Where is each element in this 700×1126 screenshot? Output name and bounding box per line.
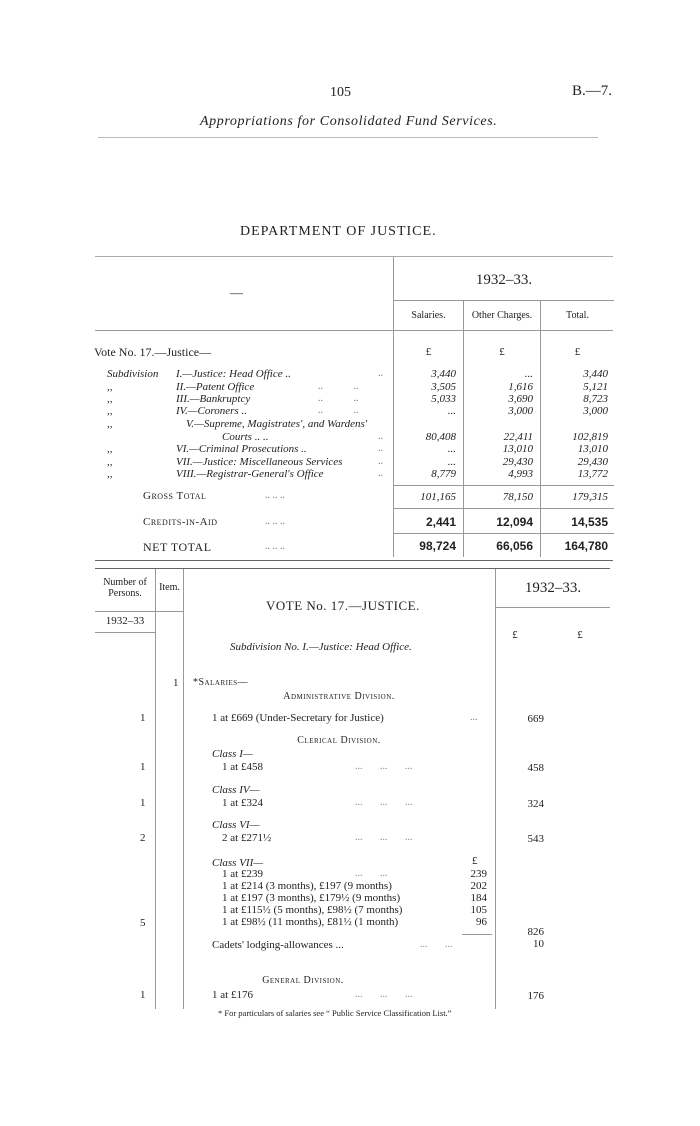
class-iv-text: 1 at £324	[222, 797, 263, 809]
class-iv-label: Class IV—	[212, 784, 260, 796]
class-vi-text: 2 at £271½	[222, 832, 272, 844]
class-vii-line-text: 1 at £197 (3 months), £179½ (9 months)	[222, 892, 401, 904]
credits-in-aid-label: Credits-in-Aid	[143, 516, 218, 528]
admin-persons: 1	[140, 712, 146, 724]
subdivision-salaries: ...	[447, 456, 456, 468]
cadets-dots: ... ...	[420, 939, 453, 950]
general-persons: 1	[140, 989, 146, 1001]
gross-total-label: Gross Total	[143, 490, 207, 502]
admin-line-dots: ...	[470, 712, 478, 723]
class-vii-label: Class VII—	[212, 857, 264, 869]
subdivision-salaries: 3,440	[431, 368, 456, 380]
general-line-text: 1 at £176	[212, 989, 253, 1001]
detail-currency-1: £	[512, 629, 518, 641]
class-iv-persons: 1	[140, 797, 146, 809]
subdivision-total: 8,723	[583, 393, 608, 405]
subdivision-dots: .. ..	[318, 393, 359, 404]
credits-in-aid-salaries: 2,441	[425, 515, 456, 529]
page-number: 105	[330, 85, 351, 100]
column-header-other-charges: Other Charges.	[471, 310, 533, 321]
subdivision-heading: Subdivision No. I.—Justice: Head Office.	[230, 641, 412, 653]
summary-year: 1932–33.	[475, 272, 533, 288]
subdivision-total: 5,121	[583, 381, 608, 393]
column-header-number-of-persons: Number of Persons.	[103, 577, 147, 599]
subdivision-total: 29,430	[577, 456, 608, 468]
class-vi-dots: ... ... ...	[355, 832, 413, 843]
gross-total-salaries: 101,165	[420, 491, 456, 503]
subdivision-dots: ..	[378, 443, 383, 454]
general-line-dots: ... ... ...	[355, 989, 413, 1000]
gross-total-other: 78,150	[502, 491, 533, 503]
class-vii-line-text: 1 at £239	[222, 868, 263, 880]
subdivision-other-charges: 1,616	[508, 381, 533, 393]
class-vii-line-amount: 239	[470, 868, 487, 880]
class-vii-line-text: 1 at £98½ (11 months), £81½ (1 month)	[222, 916, 399, 928]
subdivision-label: VIII.—Registrar-General's Office	[176, 468, 324, 480]
subdivision-label: V.—Supreme, Magistrates', and Wardens'	[186, 418, 368, 430]
column-header-item: Item.	[159, 582, 180, 593]
detail-currency-2: £	[577, 629, 583, 641]
class-vi-persons: 2	[140, 832, 146, 844]
net-total-dots: .. .. ..	[265, 541, 285, 552]
document-reference: B.—7.	[572, 83, 613, 99]
class-i-label: Class I—	[212, 748, 253, 760]
subdivision-total: 102,819	[572, 431, 608, 443]
subdivision-prefix: ,,	[107, 381, 113, 393]
class-i-amount: 458	[527, 762, 544, 774]
currency-total: £	[574, 346, 581, 358]
currency-salaries: £	[425, 346, 432, 358]
subdivision-prefix: ,,	[107, 418, 113, 430]
subdivision-total: 13,772	[577, 468, 608, 480]
gross-total-total: 179,315	[572, 491, 608, 503]
class-iv-amount: 324	[527, 798, 544, 810]
subdivision-total: 3,440	[583, 368, 608, 380]
persons-year: 1932–33	[105, 615, 145, 627]
subdivision-salaries: 80,408	[425, 431, 456, 443]
subdivision-dots: ..	[378, 368, 383, 379]
subdivision-prefix: ,,	[107, 393, 113, 405]
credits-in-aid-dots: .. .. ..	[265, 516, 285, 527]
class-vii-subtotal: 826	[527, 926, 544, 938]
subdivision-other-charges: 29,430	[502, 456, 533, 468]
cadets-text: Cadets' lodging-allowances ...	[212, 939, 344, 951]
admin-line-amount: 669	[527, 713, 544, 725]
class-i-persons: 1	[140, 761, 146, 773]
subdivision-dots: .. ..	[318, 405, 359, 416]
item-number: 1	[173, 677, 179, 689]
class-vii-line-text: 1 at £115½ (5 months), £98½ (7 months)	[222, 904, 403, 916]
subdivision-prefix: ,,	[107, 443, 113, 455]
cadets-amount: 10	[533, 938, 544, 950]
general-division-heading: General Division.	[262, 975, 344, 986]
subdivision-prefix: ,,	[107, 405, 113, 417]
subdivision-prefix: ,,	[107, 456, 113, 468]
clerical-division-heading: Clerical Division.	[297, 735, 381, 746]
class-vii-currency: £	[472, 855, 478, 867]
subdivision-prefix: Subdivision	[107, 368, 159, 380]
credits-in-aid-total: 14,535	[571, 515, 608, 529]
net-total-label: NET TOTAL	[143, 540, 212, 554]
subdivision-label: Courts .. ..	[222, 431, 269, 443]
vote-label: Vote No. 17.—Justice—	[94, 345, 212, 359]
admin-line-text: 1 at £669 (Under-Secretary for Justice)	[212, 712, 384, 724]
credits-in-aid-other: 12,094	[496, 515, 533, 529]
subdivision-dots: .. ..	[318, 381, 359, 392]
subdivision-prefix: ,,	[107, 468, 113, 480]
class-vii-line-amount: 184	[470, 892, 487, 904]
footnote: * For particulars of salaries see “ Public Service Classification List.”	[218, 1008, 452, 1018]
subdivision-label: II.—Patent Office	[176, 381, 255, 393]
subdivision-other-charges: 13,010	[502, 443, 533, 455]
subdivision-other-charges: 3,000	[508, 405, 533, 417]
subdivision-total: 3,000	[583, 405, 608, 417]
class-i-text: 1 at £458	[222, 761, 263, 773]
subdivision-label: IV.—Coroners ..	[176, 405, 247, 417]
administrative-division-heading: Administrative Division.	[283, 691, 395, 702]
detail-year: 1932–33.	[524, 580, 582, 596]
class-i-dots: ... ... ...	[355, 761, 413, 772]
class-vii-line-text: 1 at £214 (3 months), £197 (9 months)	[222, 880, 392, 892]
general-line-amount: 176	[527, 990, 544, 1002]
class-vii-line-amount: 202	[470, 880, 487, 892]
net-total-total: 164,780	[564, 539, 608, 553]
subdivision-salaries: ...	[447, 405, 456, 417]
class-vi-label: Class VI—	[212, 819, 260, 831]
subdivision-salaries: 3,505	[431, 381, 456, 393]
column-header-total: Total.	[566, 310, 589, 321]
subdivision-other-charges: 4,993	[508, 468, 533, 480]
class-vii-persons: 5	[140, 917, 146, 929]
page-title: Appropriations for Consolidated Fund Services.	[200, 114, 498, 129]
class-vii-line-amount: 96	[476, 916, 487, 928]
class-vii-line-dots: ... ...	[355, 868, 388, 879]
subdivision-total: 13,010	[577, 443, 608, 455]
class-vii-line-amount: 105	[470, 904, 487, 916]
subdivision-salaries: 8,779	[431, 468, 456, 480]
class-iv-dots: ... ... ...	[355, 797, 413, 808]
subdivision-other-charges: 22,411	[503, 431, 533, 443]
column-header-salaries: Salaries.	[411, 310, 446, 321]
net-total-other: 66,056	[496, 539, 533, 553]
blank-stub-dash: —	[230, 285, 243, 300]
subdivision-label: VI.—Criminal Prosecutions ..	[176, 443, 307, 455]
subdivision-other-charges: ...	[524, 368, 533, 380]
subdivision-other-charges: 3,690	[508, 393, 533, 405]
subdivision-salaries: 5,033	[431, 393, 456, 405]
subdivision-label: III.—Bankruptcy	[176, 393, 251, 405]
subdivision-dots: ..	[378, 431, 383, 442]
class-vi-amount: 543	[527, 833, 544, 845]
salaries-heading: *Salaries—	[193, 677, 249, 688]
subdivision-dots: ..	[378, 468, 383, 479]
net-total-salaries: 98,724	[419, 539, 456, 553]
subdivision-salaries: ...	[447, 443, 456, 455]
gross-total-dots: .. .. ..	[265, 490, 285, 501]
currency-other: £	[499, 346, 505, 358]
subdivision-label: I.—Justice: Head Office ..	[176, 368, 291, 380]
subdivision-dots: ..	[378, 456, 383, 467]
vote-title: VOTE No. 17.—JUSTICE.	[266, 598, 420, 613]
subdivision-label: VII.—Justice: Miscellaneous Services	[176, 456, 343, 468]
department-title: DEPARTMENT OF JUSTICE.	[240, 224, 437, 239]
